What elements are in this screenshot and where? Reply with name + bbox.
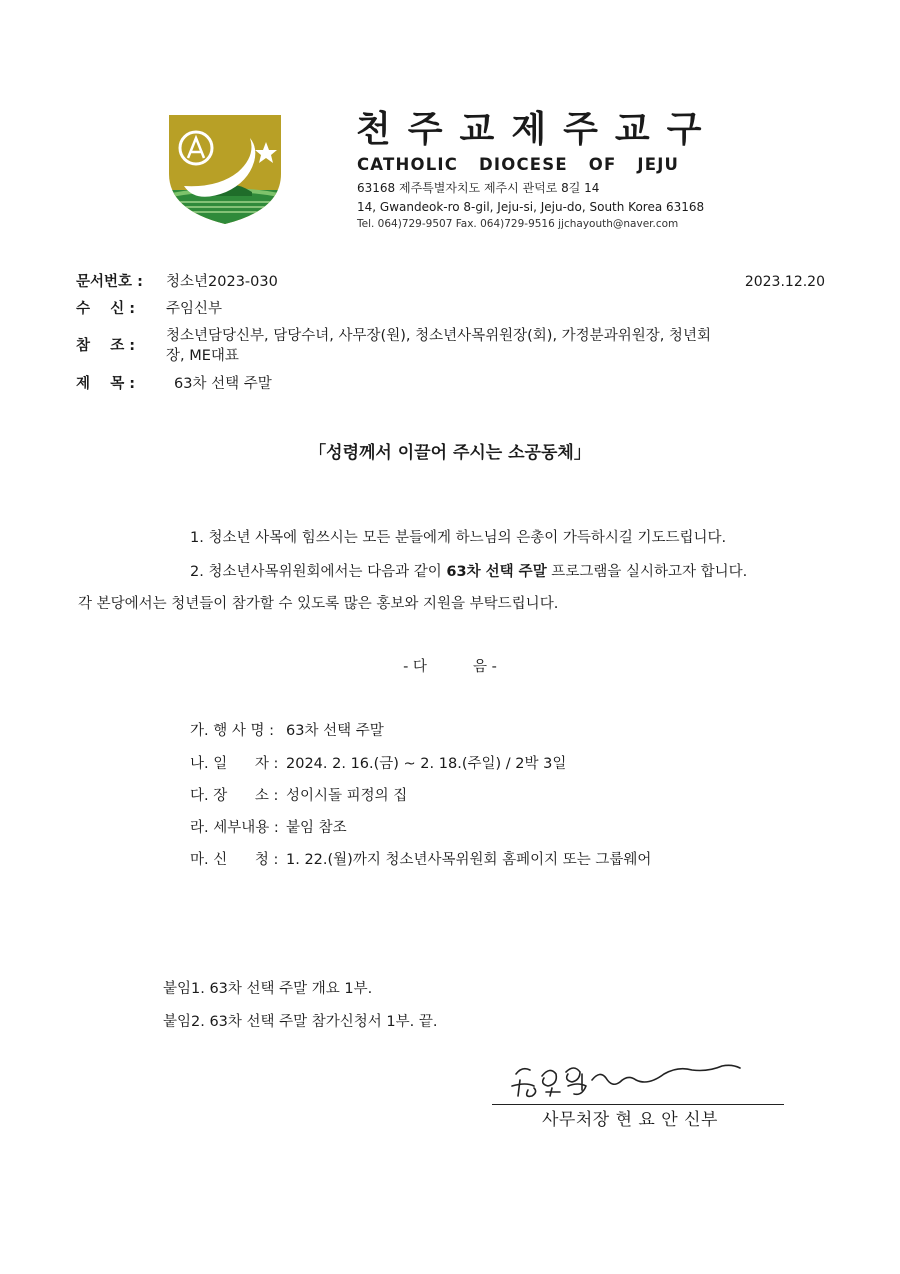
org-name-korean: 천주교제주교구 xyxy=(356,109,719,150)
recipient-label: 수 신 : xyxy=(76,301,136,317)
subject-label: 제 목 : xyxy=(76,376,136,392)
signature-line xyxy=(492,1104,784,1105)
reference: 청소년담당신부, 담당수녀, 사무장(원), 청소년사목위원장(회), 가정분과위원장, 청년회장, ME대표 xyxy=(166,328,711,364)
detail-item xyxy=(190,786,407,806)
paragraph-1: 1. 청소년 사목에 힘쓰시는 모든 분들에게 하느님의 은총이 가득하시길 기도드립니다. xyxy=(190,530,727,546)
detail-label: 가. 행 사 명 : xyxy=(190,723,274,739)
attachment-1: 붙임1. 63차 선택 주말 개요 1부. xyxy=(163,981,373,997)
detail-value: 붙임 참조 xyxy=(286,820,347,836)
detail-label: 마. 신 청 : xyxy=(190,852,279,868)
detail-item xyxy=(190,818,347,838)
detail-value: 2024. 2. 16.(금) ~ 2. 18.(주일) / 2박 3일 xyxy=(286,756,567,772)
detail-value: 성이시돌 피정의 집 xyxy=(286,788,408,804)
org-name-english: CATHOLIC DIOCESE OF JEJU xyxy=(357,155,680,174)
attachment-2: 붙임2. 63차 선택 주말 참가신청서 1부. 끝. xyxy=(163,1014,438,1030)
recipient: 주임신부 xyxy=(166,301,223,317)
paragraph-2-suffix: 프로그램을 실시하고자 합니다. xyxy=(546,564,748,580)
detail-item xyxy=(190,754,566,774)
address-english: 14, Gwandeok-ro 8-gil, Jeju-si, Jeju-do, South Korea 63168 xyxy=(357,200,705,214)
paragraph-2-prefix: 2. 청소년사목위원회에서는 다음과 같이 xyxy=(190,564,447,580)
document-date: 2023.12.20 xyxy=(744,274,825,290)
doc-number-label: 문서번호 : xyxy=(76,274,143,290)
paragraph-2-line-2: 각 본당에서는 청년들이 참가할 수 있도록 많은 홍보와 지원을 부탁드립니다. xyxy=(78,596,559,612)
detail-value: 1. 22.(월)까지 청소년사목위원회 홈페이지 또는 그룹웨어 xyxy=(286,852,652,868)
paragraph-2 xyxy=(190,561,747,583)
detail-item xyxy=(190,850,651,870)
doc-number: 청소년2023-030 xyxy=(166,274,278,290)
address-korean: 63168 제주특별자치도 제주시 관덕로 8길 14 xyxy=(357,181,600,195)
signer-name: 사무처장 현 요 안 신부 xyxy=(542,1110,718,1130)
diocese-logo xyxy=(166,112,284,226)
detail-label: 다. 장 소 : xyxy=(190,788,279,804)
detail-value: 63차 선택 주말 xyxy=(286,723,384,739)
reference-label: 참 조 : xyxy=(76,338,136,354)
document-title: 「성령께서 이끌어 주시는 소공동체」 xyxy=(309,443,591,463)
subject: 63차 선택 주말 xyxy=(174,376,272,392)
details-heading: - 다 음 - xyxy=(403,659,497,675)
handwritten-signature xyxy=(508,1052,748,1100)
paragraph-2-bold: 63차 선택 주말 xyxy=(446,564,547,580)
detail-label: 나. 일 자 : xyxy=(190,756,279,772)
detail-item xyxy=(190,721,384,741)
detail-label: 라. 세부내용 : xyxy=(190,820,279,836)
contact-info: Tel. 064)729-9507 Fax. 064)729-9516 jjchayouth@naver.com xyxy=(357,218,679,230)
